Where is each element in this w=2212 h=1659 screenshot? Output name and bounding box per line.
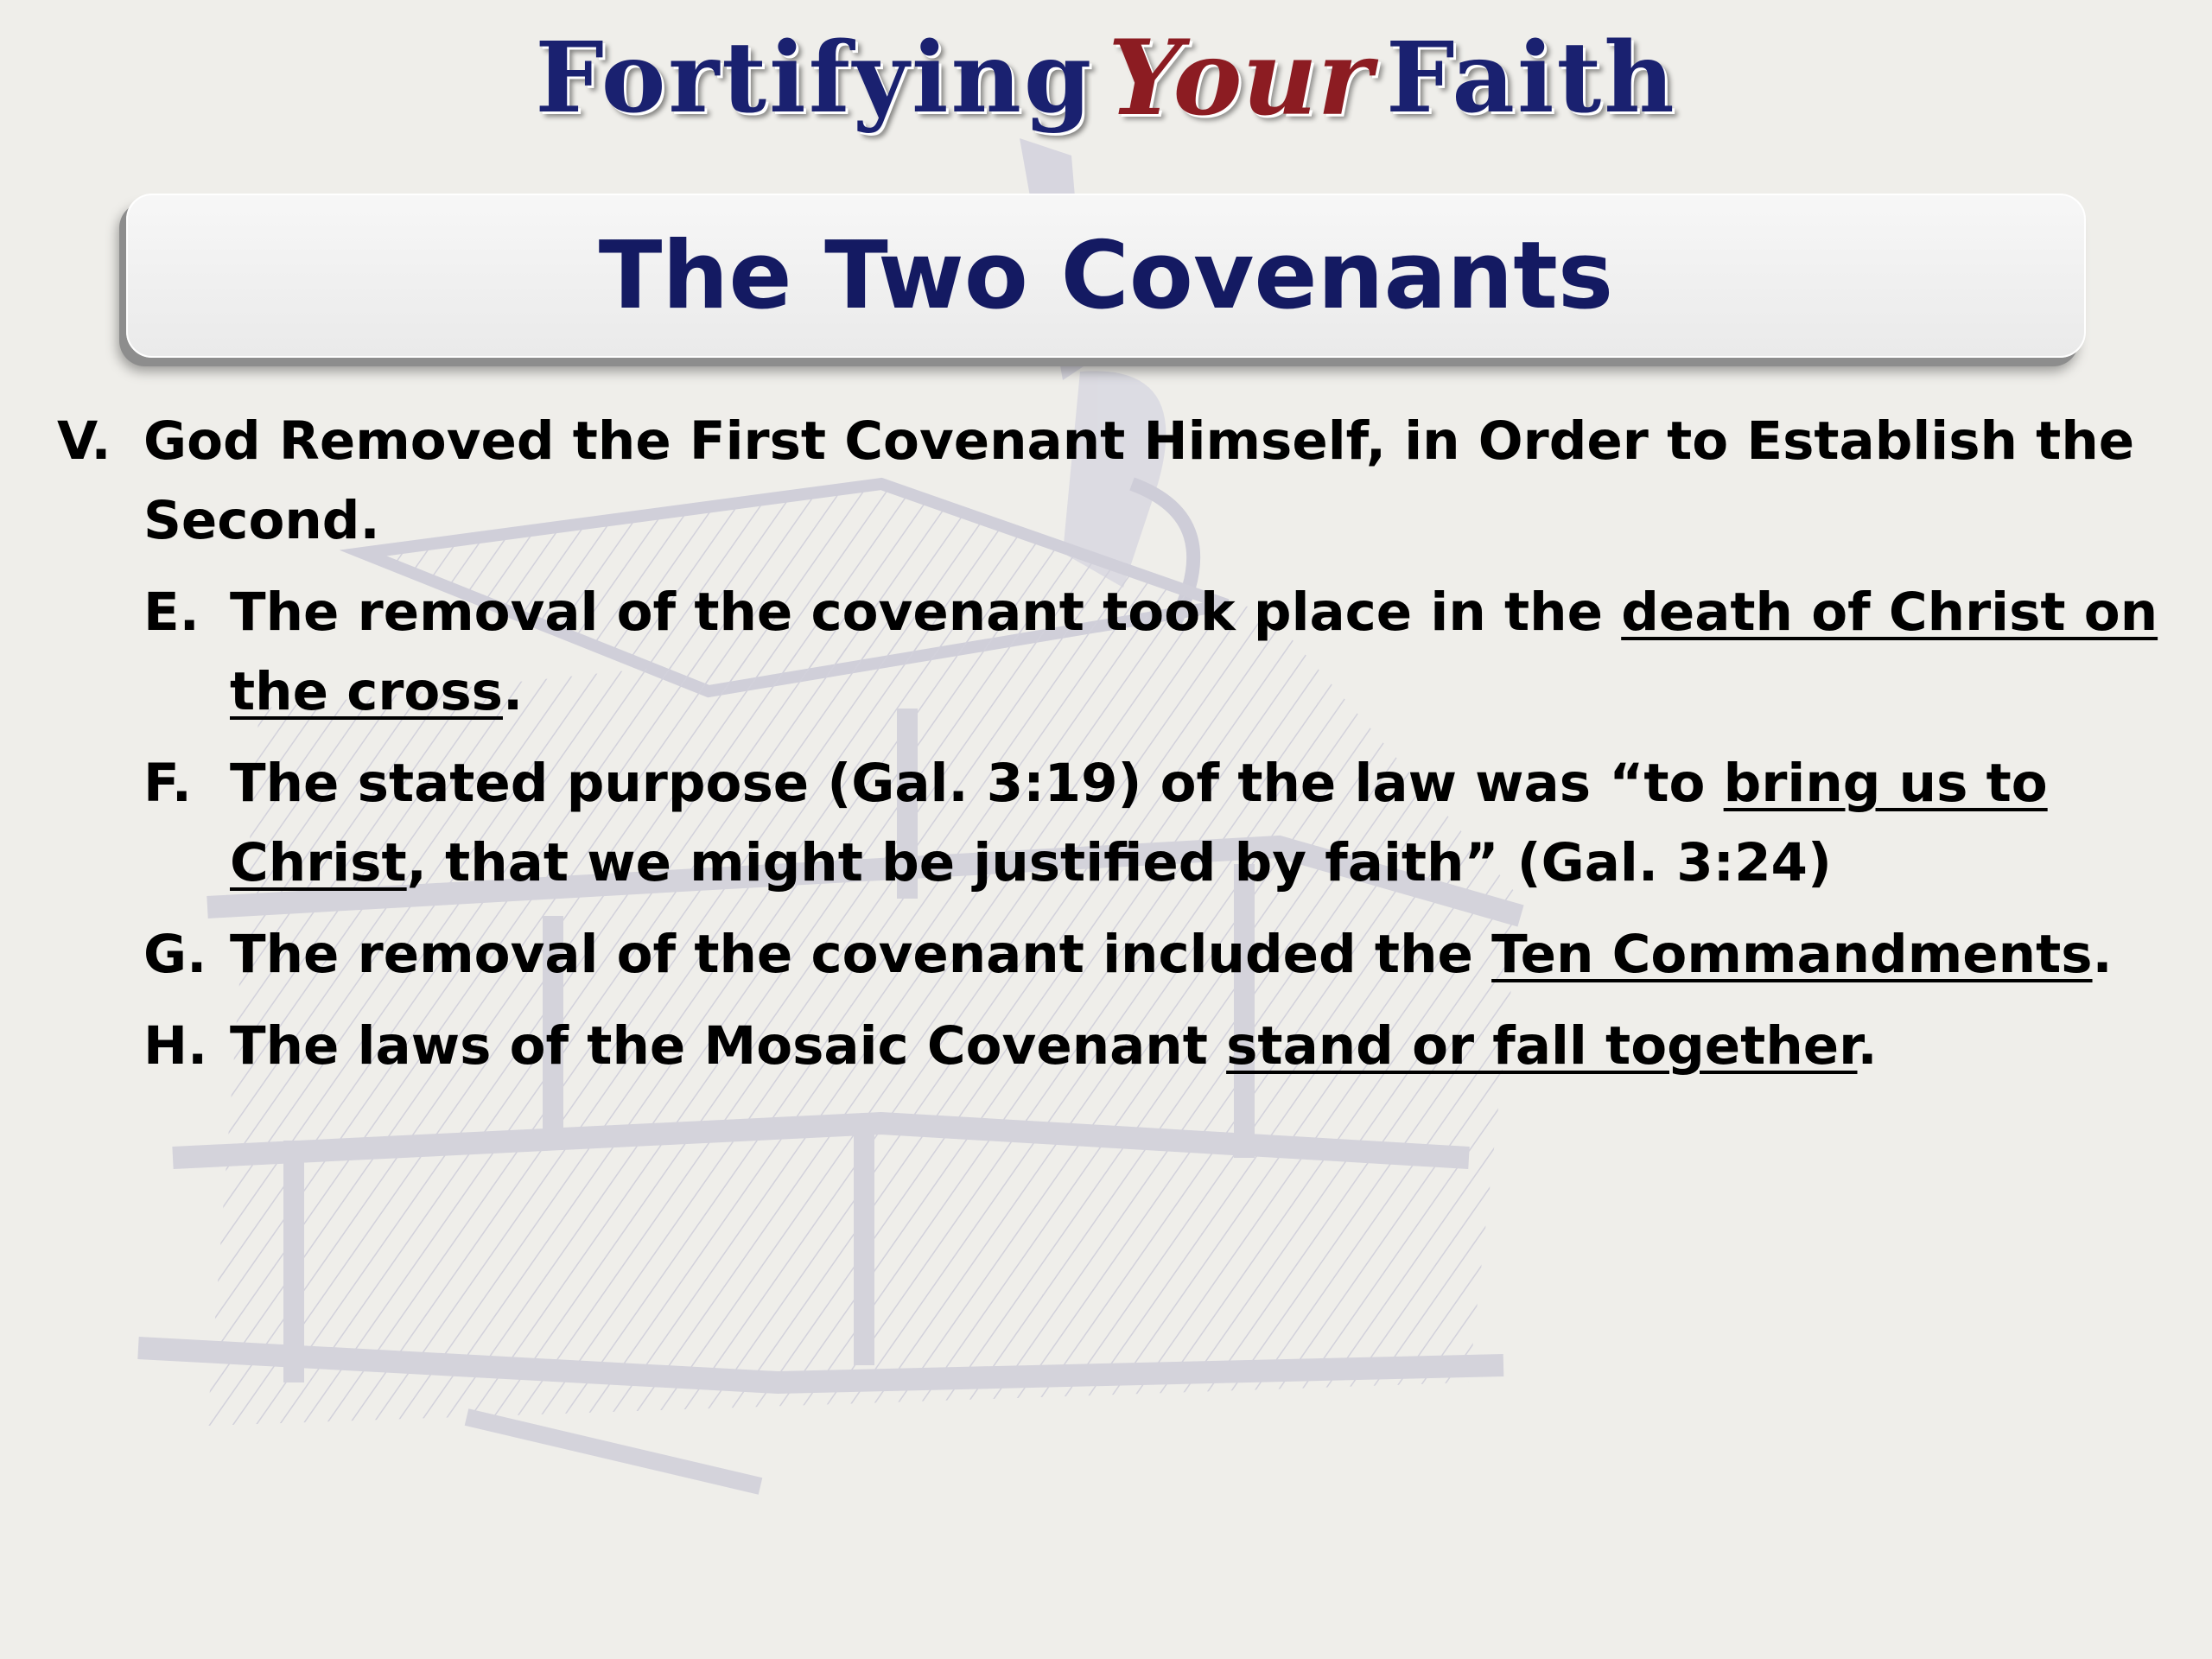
logo-word-your: Your (1108, 17, 1372, 139)
subpoint-text-underlined: stand or fall together (1226, 1015, 1858, 1077)
subpoint-text-plain: The removal of the covenant included the (230, 924, 1492, 985)
subpoint-text (230, 1007, 2174, 1086)
logo-word-fortifying: Fortifying (535, 22, 1095, 135)
outline-content (57, 402, 2174, 1086)
main-point-marker: V. (57, 410, 111, 472)
subpoint-marker: H. (143, 1015, 208, 1077)
outline-subpoint-g (143, 915, 2174, 995)
subpoint-marker: E. (143, 582, 200, 643)
subpoint-text-underlined: Ten Commandments (1491, 924, 2093, 985)
logo (0, 17, 2212, 139)
slide-title: The Two Covenants (598, 221, 1614, 330)
subpoint-text-underlined: death of Christ on the cross (230, 582, 2158, 722)
subpoint-text-plain: . (2092, 924, 2113, 985)
outline-subpoint-e (143, 573, 2174, 732)
subpoint-text-underlined: bring us to Christ (230, 753, 2048, 893)
subpoint-marker: F. (143, 753, 192, 814)
subpoint-text-plain: The removal of the covenant took place in the (230, 582, 1622, 643)
subpoint-text-plain: The stated purpose (Gal. 3:19) of the law was “to (230, 753, 1724, 814)
subpoint-text-plain: . (502, 661, 524, 722)
subpoint-text-plain: , that we might be justified by faith” (Gal. 3:24) (406, 832, 1832, 893)
main-point-text: God Removed the First Covenant Himself, in Order to Establish the Second. (143, 410, 2135, 551)
subpoint-marker: G. (143, 924, 207, 985)
subpoint-text (230, 915, 2174, 995)
outline-subpoint-f (143, 744, 2174, 903)
subpoint-text (230, 744, 2174, 903)
subpoint-text (230, 573, 2174, 732)
logo-word-faith: Faith (1386, 22, 1677, 135)
title-banner (126, 194, 2086, 358)
subpoint-text-plain: . (1857, 1015, 1878, 1077)
outline-main-point (57, 402, 2174, 561)
subpoint-text-plain: The laws of the Mosaic Covenant (230, 1015, 1227, 1077)
outline-subpoint-h (143, 1007, 2174, 1086)
